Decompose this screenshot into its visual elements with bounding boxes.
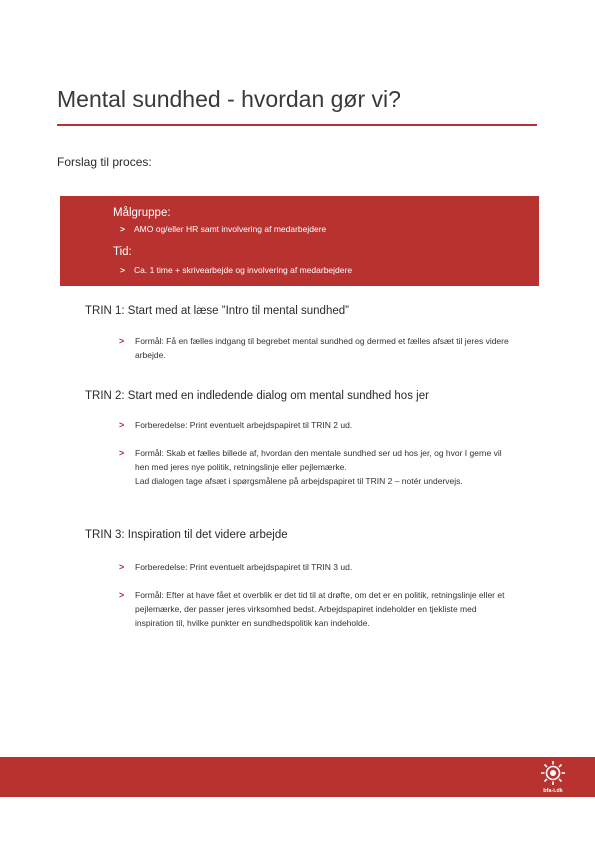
footer-band [0, 757, 595, 797]
chevron-right-icon: > [120, 265, 125, 275]
bullet-text-continuation: Lad dialogen tage afsæt i spørgsmålene på arbejdspapiret til TRIN 2 – notér undervejs. [135, 476, 463, 486]
step-2-heading: TRIN 2: Start med en indledende dialog om mental sundhed hos jer [85, 390, 429, 402]
bullet-text: Forberedelse: Print eventuelt arbejdspapiret til TRIN 3 ud. [135, 562, 353, 572]
title-divider [57, 124, 537, 126]
bullet-text: Formål: Få en fælles indgang til begrebet mental sundhed og dermed et fælles afsæt til jeres videre arbejde. [135, 336, 509, 360]
chevron-right-icon: > [119, 420, 125, 430]
time-heading: Tid: [113, 246, 132, 258]
intro-text: Forslag til proces: [57, 155, 152, 169]
step-3-bullet-preparation [119, 560, 514, 574]
bullet-text: Formål: Skab et fælles billede af, hvordan den mentale sundhed ser ud hos jer, og hvor I gerne vil hen med jeres nye politik, retningslinje eller pejlemærke. [135, 448, 502, 472]
chevron-right-icon: > [119, 590, 125, 600]
bullet-text: Formål: Efter at have fået et overblik er det tid til at drøfte, om det er en politik, retningslinje eller et pejlemærke, der passer jeres virksomhed bedst. Arbejdspapiret indeholder en tjekliste med inspiration til, hvilke punkter en sundhedspolitik kan indeholde. [135, 590, 505, 628]
target-group-heading: Målgruppe: [113, 207, 171, 219]
step-2-bullet-preparation [119, 418, 514, 432]
chevron-right-icon: > [119, 336, 125, 346]
chevron-right-icon: > [119, 448, 125, 458]
info-box [60, 196, 539, 286]
bfa-sun-logo-icon [535, 760, 571, 788]
page-title: Mental sundhed - hvordan gør vi? [57, 86, 401, 112]
step-3-heading: TRIN 3: Inspiration til det videre arbejde [85, 529, 288, 541]
step-1-bullet-purpose [119, 334, 514, 362]
chevron-right-icon: > [119, 562, 125, 572]
chevron-right-icon: > [120, 224, 125, 234]
step-3-bullet-purpose [119, 588, 514, 630]
step-1-heading: TRIN 1: Start med at læse ”Intro til mental sundhed” [85, 305, 349, 317]
bullet-text: Forberedelse: Print eventuelt arbejdspapiret til TRIN 2 ud. [135, 420, 353, 430]
time-item [120, 265, 352, 275]
step-2-bullet-purpose [119, 446, 514, 488]
bfa-logo [535, 760, 571, 796]
logo-text: bfa-i.dk [543, 788, 563, 794]
time-text: Ca. 1 time + skrivearbejde og involvering af medarbejdere [134, 265, 353, 275]
target-group-text: AMO og/eller HR samt involvering af medarbejdere [134, 224, 327, 234]
target-group-item [120, 224, 326, 234]
